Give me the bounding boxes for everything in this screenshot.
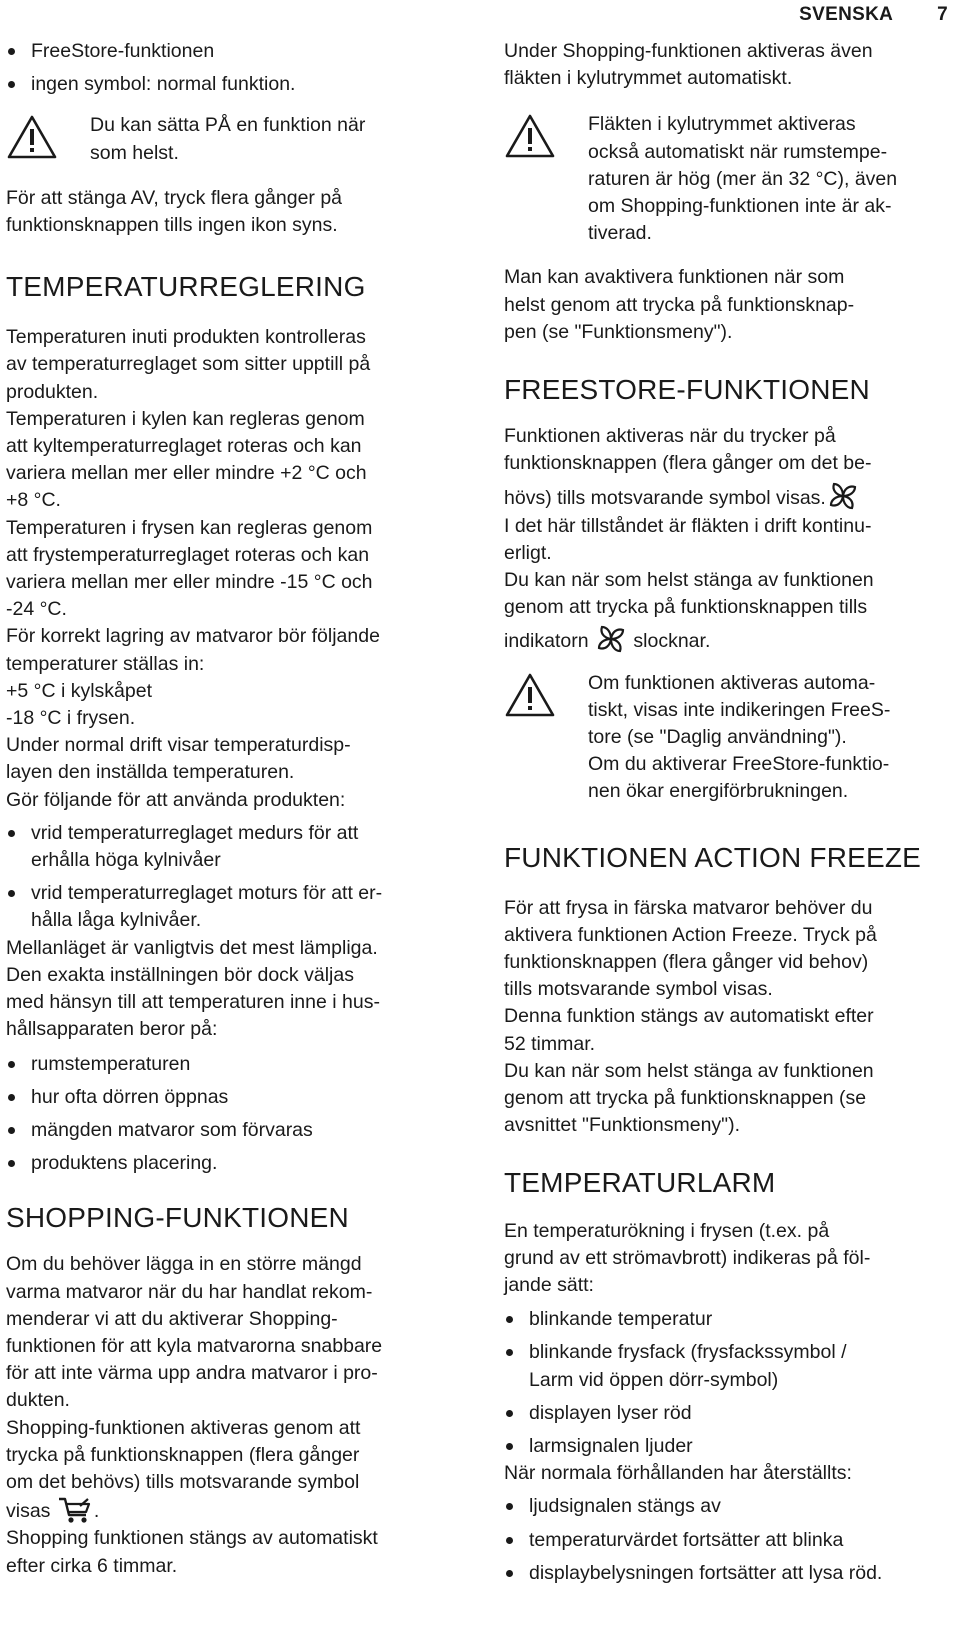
warning-line: raturen är hög (mer än 32 °C), även <box>588 167 898 190</box>
list-item: hur ofta dörren öppnas <box>6 1084 458 1111</box>
list-item: temperaturvärdet fortsätter att blinka <box>504 1527 954 1554</box>
shopping-paragraph <box>6 1251 458 1579</box>
text-line: variera mellan mer eller mindre +2 °C och <box>6 462 367 485</box>
text-line: Mellanläget är vanligtvis det mest lämpliga. <box>6 936 378 959</box>
text-line: Du kan när som helst stänga av funktionen <box>504 1059 874 1082</box>
list-item: larmsignalen ljuder <box>504 1433 954 1460</box>
text-line: med hänsyn till att temperaturen inne i hus- <box>6 991 380 1014</box>
intro-bullet-list <box>6 38 458 98</box>
text-line: I det här tillståndet är fläkten i drift kontinu- <box>504 514 872 537</box>
text-line: Den exakta inställningen bör dock väljas <box>6 963 354 986</box>
text-line: om det behövs) tills motsvarande symbol <box>6 1470 360 1493</box>
warning-line: om Shopping-funktionen inte är ak- <box>588 195 892 218</box>
text-line: +5 °C i kylskåpet <box>6 679 152 702</box>
warning-note-2 <box>504 111 954 247</box>
warning-triangle-icon <box>6 114 58 160</box>
list-item: ingen symbol: normal funktion. <box>6 71 458 98</box>
text-line: Temperaturen i kylen kan regleras genom <box>6 407 365 430</box>
text-line: layen den inställda temperaturen. <box>6 761 295 784</box>
text-line: genom att trycka på funktionsknappen tills <box>504 596 868 619</box>
warning-triangle-icon <box>504 113 556 159</box>
text-line: trycka på funktionsknappen (flera gånger <box>6 1443 360 1466</box>
text-line: funktionsknappen (flera gånger vid behov) <box>504 951 869 974</box>
temperature-bullet-list <box>6 820 458 935</box>
warning-line: Du kan sätta PÅ en funktion när <box>90 114 366 137</box>
text-line: att kyltemperaturreglaget roteras och kan <box>6 435 362 458</box>
alarm-bullet-list <box>504 1306 954 1460</box>
text-line: För korrekt lagring av matvaror bör följande <box>6 625 380 648</box>
text-line: -18 °C i frysen. <box>6 707 136 730</box>
text-line: helst genom att trycka på funktionsknap- <box>504 293 855 316</box>
text-line: Du kan när som helst stänga av funktionen <box>504 569 874 592</box>
shopping-cart-icon <box>58 1496 92 1524</box>
text-line: För att stänga AV, tryck flera gånger på <box>6 186 343 209</box>
warning-line: tore (se "Daglig användning"). <box>588 726 847 749</box>
text-line: produkten. <box>6 380 99 403</box>
text-line: funktionsknappen (flera gånger om det be- <box>504 452 872 475</box>
list-item: displayen lyser röd <box>504 1400 954 1427</box>
text-line: hållsapparaten beror på: <box>6 1018 218 1041</box>
list-item: rumstemperaturen <box>6 1051 458 1078</box>
text-line: indikatorn slocknar. <box>504 624 954 655</box>
text-line: fläkten i kylutrymmet automatiskt. <box>504 67 793 90</box>
text-line: tills motsvarande symbol visas. <box>504 978 773 1001</box>
text-line: +8 °C. <box>6 489 61 512</box>
language-label: SVENSKA <box>799 4 894 25</box>
list-item: FreeStore-funktionen <box>6 38 458 65</box>
text-line: funktionen för att kyla matvarorna snabbare <box>6 1334 383 1357</box>
normal-bullet-list <box>504 1493 954 1587</box>
list-item: blinkande temperatur <box>504 1306 954 1333</box>
list-item: produktens placering. <box>6 1150 458 1177</box>
text-line: Funktionen aktiveras när du trycker på <box>504 425 836 448</box>
page-number: 7 <box>937 4 948 25</box>
actionfreeze-heading: FUNKTIONEN ACTION FREEZE <box>504 841 922 873</box>
temperature-heading: TEMPERATURREGLERING <box>6 271 366 303</box>
text-line: varma matvaror när du har handlat rekom- <box>6 1280 373 1303</box>
off-instruction <box>6 185 458 239</box>
list-item: vrid temperaturreglaget moturs för att er- hålla låga kylnivåer. <box>6 880 458 934</box>
text-line: Om du behöver lägga in en större mängd <box>6 1253 362 1276</box>
list-item: displaybelysningen fortsätter att lysa röd. <box>504 1560 954 1587</box>
text-line: funktionsknappen tills ingen ikon syns. <box>6 214 338 237</box>
list-item: mängden matvaror som förvaras <box>6 1117 458 1144</box>
warning-line: Fläkten i kylutrymmet aktiveras <box>588 113 856 136</box>
freestore-heading: FREESTORE-FUNKTIONEN <box>504 374 870 406</box>
text-line: avsnittet "Funktionsmeny"). <box>504 1114 741 1137</box>
warning-line: tiverad. <box>588 222 652 245</box>
warning-note-1 <box>6 112 458 166</box>
warning-note-3 <box>504 670 954 806</box>
right-column <box>504 38 954 1593</box>
warning-line: som helst. <box>90 141 179 164</box>
list-item: vrid temperaturreglaget medurs för att erhålla höga kylnivåer <box>6 820 458 874</box>
text-line: hövs) tills motsvarande symbol visas. <box>504 481 954 512</box>
temperature-paragraph <box>6 324 458 814</box>
text-line: variera mellan mer eller mindre -15 °C och <box>6 571 373 594</box>
text-line: menderar vi att du aktiverar Shopping- <box>6 1307 338 1330</box>
warning-triangle-icon <box>504 672 556 718</box>
text-line: -24 °C. <box>6 598 67 621</box>
warning-line: Om funktionen aktiveras automa- <box>588 671 876 694</box>
text-line: En temperaturökning i frysen (t.ex. på <box>504 1219 830 1242</box>
warning-line: Om du aktiverar FreeStore-funktio- <box>588 753 890 776</box>
temperature-paragraph-2 <box>6 935 458 1044</box>
text-line: efter cirka 6 timmar. <box>6 1554 178 1577</box>
alarm-paragraph <box>504 1218 954 1300</box>
text-line: jande sätt: <box>504 1273 594 1296</box>
left-column <box>6 38 458 1580</box>
text-line: visas . <box>6 1496 458 1525</box>
freestore-paragraph <box>504 423 954 656</box>
text-line: för att inte värma upp andra matvaror i pro- <box>6 1362 378 1385</box>
shopping-continued <box>504 38 954 92</box>
text-line: För att frysa in färska matvaror behöver du <box>504 896 873 919</box>
text-line: 52 timmar. <box>504 1032 596 1055</box>
text-line: aktivera funktionen Action Freeze. Tryck på <box>504 923 877 946</box>
normal-conditions-line: När normala förhållanden har återställts: <box>504 1462 852 1485</box>
text-line: Under Shopping-funktionen aktiveras även <box>504 40 873 62</box>
text-line: av temperaturreglaget som sitter upptill på <box>6 353 371 376</box>
text-line: temperaturer ställas in: <box>6 652 205 675</box>
text-line: Shopping-funktionen aktiveras genom att <box>6 1416 361 1439</box>
text-line: genom att trycka på funktionsknappen (se <box>504 1087 867 1110</box>
text-line: Temperaturen inuti produkten kontrolleras <box>6 326 366 349</box>
text-line: dukten. <box>6 1389 70 1412</box>
list-item: blinkande frysfack (frysfackssymbol / Larm vid öppen dörr-symbol) <box>504 1339 954 1393</box>
text-line: Denna funktion stängs av automatiskt efter <box>504 1005 874 1028</box>
temperature-alarm-heading: TEMPERATURLARM <box>504 1166 776 1198</box>
text-line: erligt. <box>504 541 552 564</box>
list-item: ljudsignalen stängs av <box>504 1493 954 1520</box>
text-line: grund av ett strömavbrott) indikeras på föl- <box>504 1246 871 1269</box>
text-line: Shopping funktionen stängs av automatiskt <box>6 1527 378 1550</box>
warning-line: tiskt, visas inte indikeringen FreeS- <box>588 698 891 721</box>
factor-bullet-list <box>6 1051 458 1178</box>
text-line: Man kan avaktivera funktionen när som <box>504 266 845 289</box>
text-line: Temperaturen i frysen kan regleras genom <box>6 516 373 539</box>
actionfreeze-paragraph <box>504 895 954 1140</box>
warning-line: också automatiskt när rumstempe- <box>588 140 888 163</box>
text-line: Gör följande för att använda produkten: <box>6 788 346 811</box>
fan-icon <box>828 481 858 511</box>
warning-line: nen ökar energiförbrukningen. <box>588 780 849 803</box>
deactivate-paragraph <box>504 264 954 346</box>
text-line: pen (se "Funktionsmeny"). <box>504 320 733 343</box>
fan-icon <box>596 624 626 654</box>
shopping-heading: SHOPPING-FUNKTIONEN <box>6 1202 349 1234</box>
text-line: Under normal drift visar temperaturdisp- <box>6 734 351 757</box>
page-header <box>799 0 948 30</box>
text-line: att frystemperaturreglaget roteras och kan <box>6 543 370 566</box>
